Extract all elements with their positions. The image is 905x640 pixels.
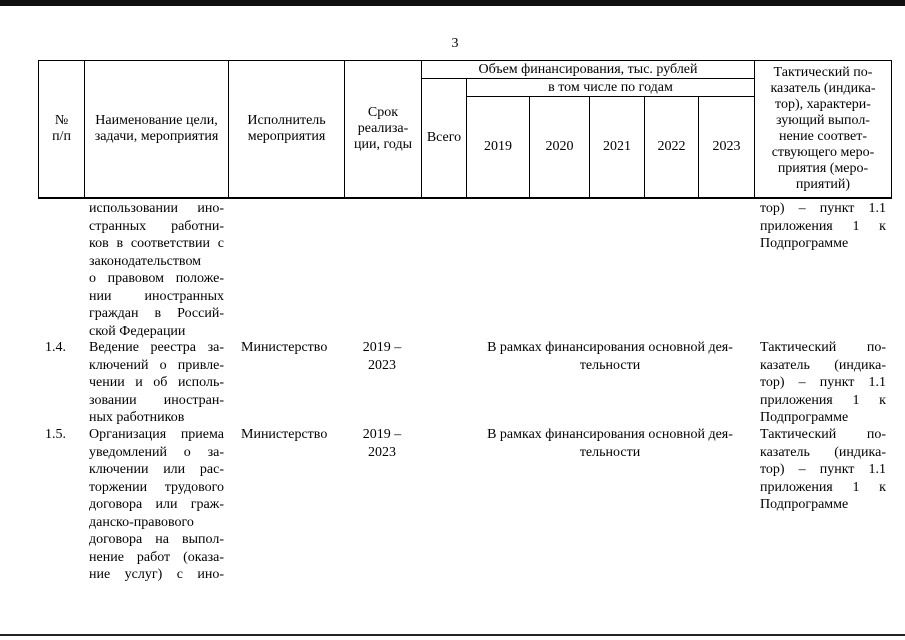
continuation-name: использовании ино- странных работни- ков в соответствии с законодательством о правовом положе- нии иностранных граждан в Россий- ской Федерации — [89, 201, 224, 339]
header-year-2022: 2022 — [657, 139, 686, 154]
header-period: Срок реализа-ции, годы — [354, 105, 412, 152]
row-period: 2019 – 2023 — [362, 427, 402, 460]
header-year-2020: 2020 — [545, 139, 574, 154]
header-year-2019: 2019 — [484, 139, 512, 154]
header-year-2023: 2023 — [712, 139, 741, 154]
continuation-indicator: тор) – пункт 1.1 приложения 1 к Подпрограмме — [760, 201, 886, 251]
header-funding: Объем финансирования, тыс. рублей — [478, 61, 698, 77]
row-number: 1.5. — [45, 427, 66, 442]
row-period: 2019 – 2023 — [362, 340, 402, 373]
header-by-years: в том числе по годам — [548, 79, 673, 95]
row-executor: Министерство — [241, 427, 328, 442]
row-executor: Министерство — [241, 340, 328, 355]
row-funding: В рамках финансирования основной дея- тельности — [487, 340, 733, 373]
page-number: 3 — [451, 36, 459, 51]
row-indicator: Тактический по- казатель (индика- тор) – пункт 1.1 приложения 1 к Подпрограмме — [760, 340, 886, 425]
row-number: 1.4. — [45, 340, 66, 355]
header-executor: Исполнитель мероприятия — [247, 113, 326, 144]
header-total: Всего — [426, 130, 462, 145]
row-name: Организация приема уведомлений о за- ключении или рас- торжении трудового договора или граж- данско-правового договора на выпол- нение работ (оказа- ние услуг) с ино- — [89, 427, 224, 582]
row-indicator: Тактический по- казатель (индика- тор) – пункт 1.1 приложения 1 к Подпрограмме — [760, 427, 886, 512]
header-year-2021: 2021 — [603, 139, 631, 154]
scan-top-border — [0, 0, 905, 6]
header-indicator: Тактический по-казатель (индика-тор), характери-зующий выпол-нение соответ-ствующего меро-приятия (меро-приятий) — [770, 65, 876, 192]
header-num: № п/п — [52, 113, 71, 144]
header-name: Наименование цели, задачи, мероприятия — [94, 113, 219, 144]
row-funding: В рамках финансирования основной дея- тельности — [487, 427, 733, 460]
row-name: Ведение реестра за- ключений о привле- чении и об исполь- зовании иностран- ных работников — [89, 340, 224, 425]
scan-bottom-border — [0, 634, 905, 636]
